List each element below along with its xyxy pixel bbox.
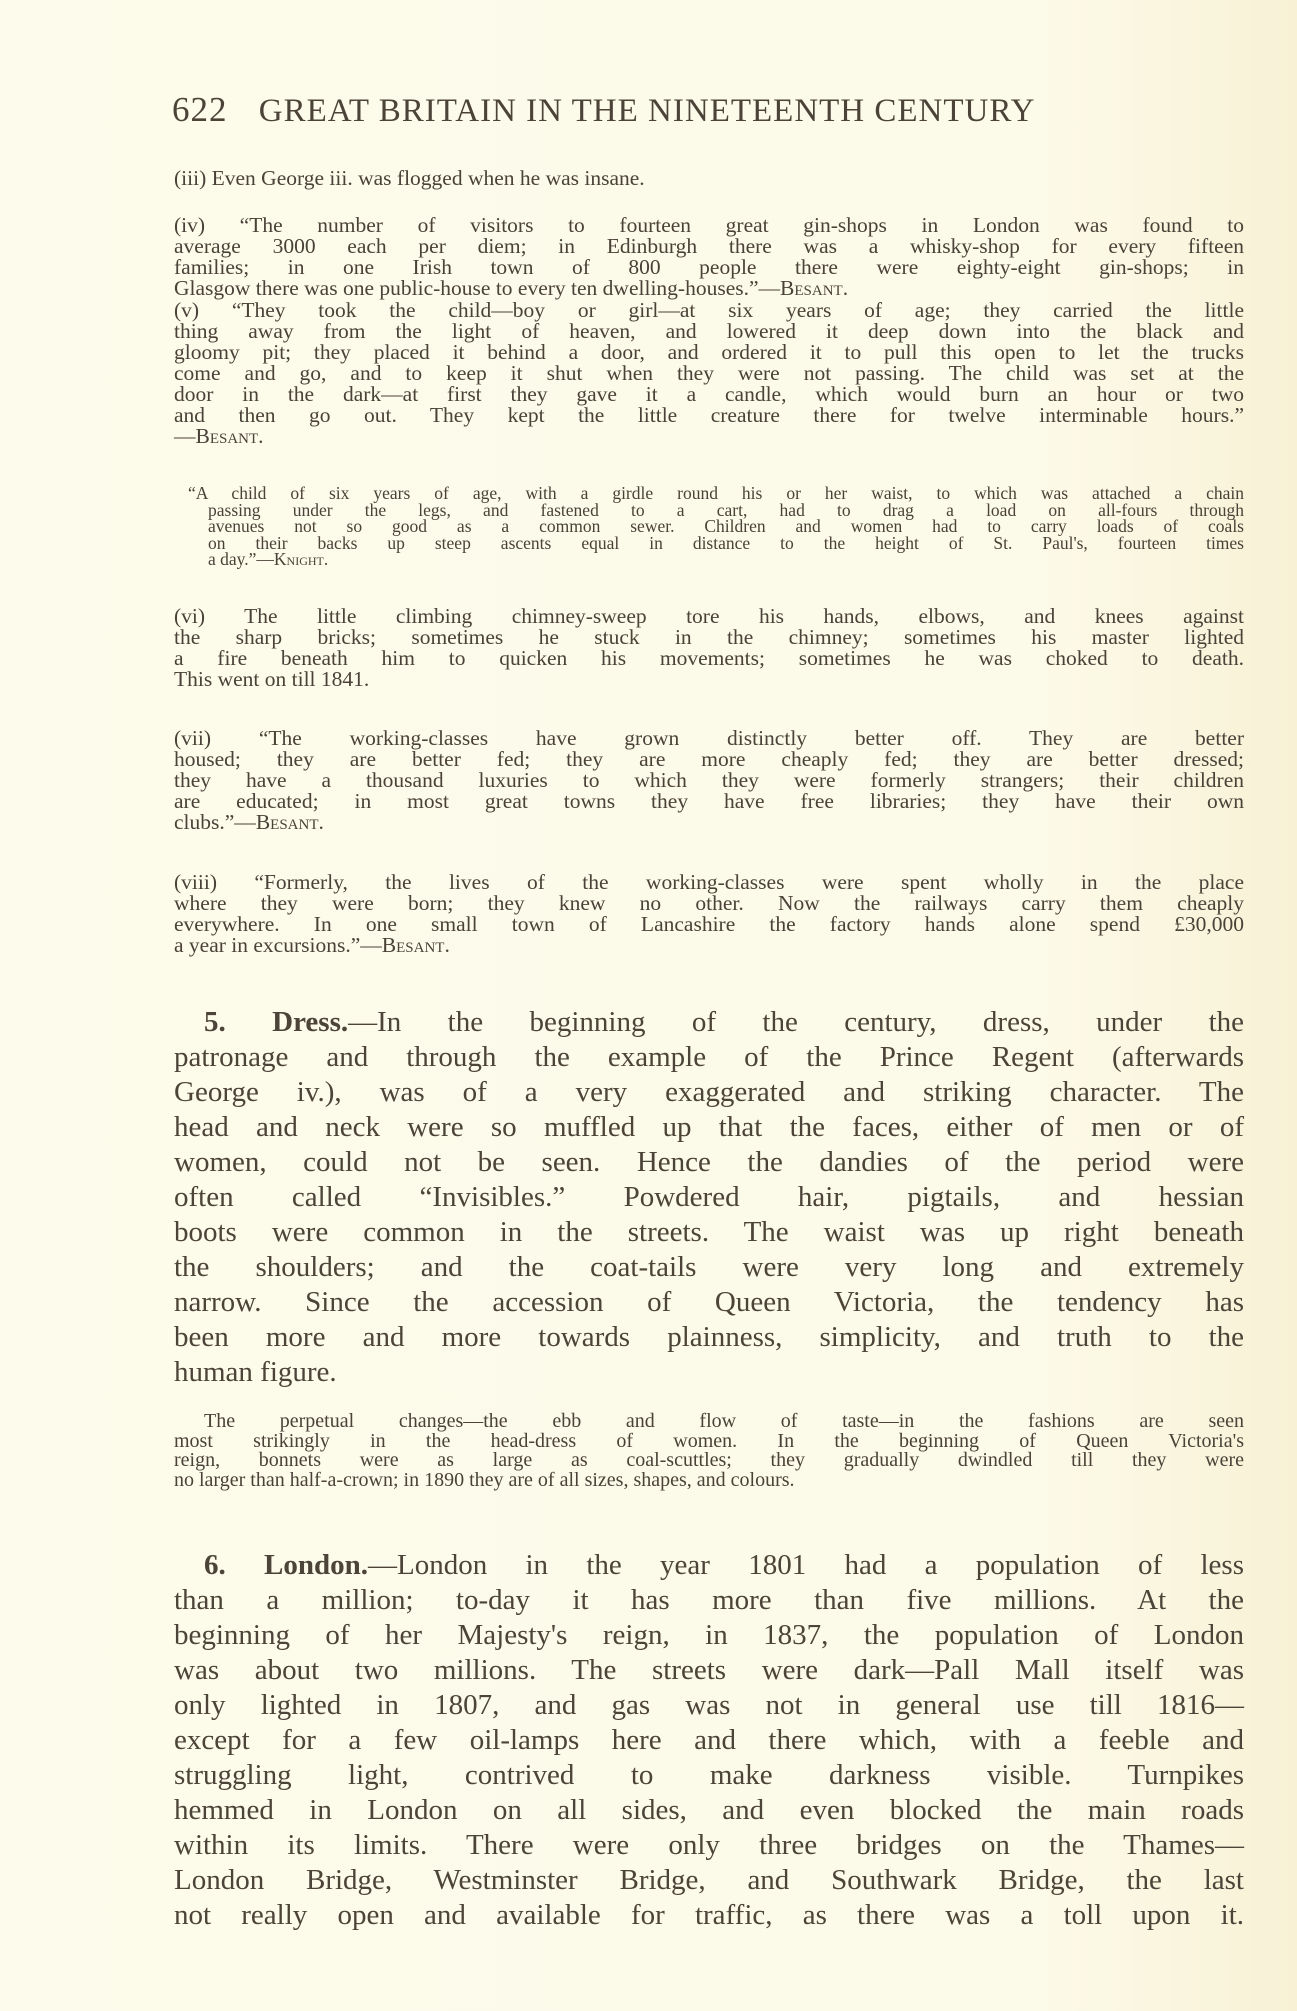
attribution: Knight.	[273, 549, 329, 569]
text-line: George iv.), was of a very exaggerated and striking character. The	[174, 1076, 1244, 1108]
dash: —	[174, 424, 196, 448]
text-line: “A child of six years of age, with a girdle round his or her waist, to which was attached a chain	[188, 483, 1244, 503]
text-line: boots were common in the streets. The waist was up right beneath	[174, 1216, 1244, 1248]
text-line: (viii) “Formerly, the lives of the working-classes were spent wholly in the place	[174, 870, 1244, 894]
item-vi	[174, 606, 1244, 690]
text-line: was about two millions. The streets were dark—Pall Mall itself was	[174, 1654, 1244, 1686]
text-line: (iv) “The number of visitors to fourteen great gin-shops in London was found to	[174, 213, 1244, 237]
text-line: The perpetual changes—the ebb and flow of taste—in the fashions are seen	[204, 1410, 1244, 1432]
text-line: thing away from the light of heaven, and lowered it deep down into the black and	[174, 319, 1244, 343]
text-line: London Bridge, Westminster Bridge, and Southwark Bridge, the last	[174, 1864, 1244, 1896]
text-line: struggling light, contrived to make darkness visible. Turnpikes	[174, 1759, 1244, 1791]
section-dress	[174, 1005, 1244, 1390]
text-line: (iii) Even George iii. was flogged when he was insane.	[174, 166, 645, 190]
text-line: (v) “They took the child—boy or girl—at six years of age; they carried the little	[174, 298, 1244, 322]
section-heading: 5. Dress.	[204, 1006, 349, 1038]
text-line: average 3000 each per diem; in Edinburgh there was a whisky-shop for every fifteen	[174, 234, 1244, 258]
text-line: everywhere. In one small town of Lancashire the factory hands alone spend £30,000	[174, 912, 1244, 936]
text-line: reign, bonnets were as large as coal-scuttles; they gradually dwindled till they were	[174, 1449, 1244, 1471]
text-line: patronage and through the example of the Prince Regent (afterwards	[174, 1041, 1244, 1073]
text-line: door in the dark—at first they gave it a candle, which would burn an hour or two	[174, 382, 1244, 406]
text-line: gloomy pit; they placed it behind a door, and ordered it to pull this open to let the trucks	[174, 340, 1244, 364]
text-line-content: —In the beginning of the century, dress, under the	[348, 1006, 1244, 1038]
text-line-content: —London in the year 1801 had a population of less	[368, 1549, 1244, 1581]
attribution: Besant.	[780, 276, 849, 300]
text-line: (vi) The little climbing chimney-sweep tore his hands, elbows, and knees against	[174, 604, 1244, 628]
text-line	[174, 1005, 1244, 1040]
text-line: come and go, and to keep it shut when they were not passing. The child was set at the	[174, 361, 1244, 385]
text-line	[174, 426, 1244, 447]
dress-note	[174, 1412, 1244, 1490]
text-line: most strikingly in the head-dress of women. In the beginning of Queen Victoria's	[174, 1429, 1244, 1452]
text-line: except for a few oil-lamps here and there which, with a feeble and	[174, 1724, 1244, 1756]
attribution: Besant.	[381, 933, 450, 957]
text-line: on their backs up steep ascents equal in distance to the height of St. Paul's, fourteen times	[208, 532, 1244, 553]
text-line: a fire beneath him to quicken his movements; sometimes he was choked to death.	[174, 646, 1244, 670]
text-line-content: Glasgow there was one public-house to every ten dwelling-houses.”—	[174, 276, 781, 300]
text-line: often called “Invisibles.” Powdered hair, pigtails, and hessian	[174, 1181, 1244, 1213]
attribution: Besant.	[195, 424, 264, 448]
text-line: hemmed in London on all sides, and even blocked the main roads	[174, 1794, 1244, 1826]
text-line	[174, 278, 1244, 299]
text-line	[174, 1548, 1244, 1583]
text-line: avenues not so good as a common sewer. Children and women had to carry loads of coals	[208, 516, 1244, 536]
running-title: GREAT BRITAIN IN THE NINETEENTH CENTURY	[258, 93, 1036, 129]
item-iii	[174, 168, 1244, 189]
text-line: only lighted in 1807, and gas was not in general use till 1816—	[174, 1689, 1244, 1721]
item-viii	[174, 872, 1244, 956]
attribution: Besant.	[255, 810, 324, 834]
text-line: where they were born; they knew no other. Now the railways carry them cheaply	[174, 891, 1244, 915]
text-line: not really open and available for traffic, as there was a toll upon it.	[174, 1899, 1244, 1931]
item-vii	[174, 728, 1244, 833]
knight-quote	[188, 483, 1244, 569]
running-head	[172, 90, 1252, 130]
text-line: within its limits. There were only three bridges on the Thames—	[174, 1829, 1244, 1861]
section-heading: 6. London.	[204, 1549, 368, 1581]
text-line: (vii) “The working-classes have grown distinctly better off. They are better	[174, 726, 1244, 750]
text-line: than a million; to-day it has more than five millions. At the	[174, 1584, 1244, 1616]
text-line: passing under the legs, and fastened to a cart, had to drag a load on all-fours through	[208, 499, 1244, 520]
text-line: This went on till 1841.	[174, 667, 370, 691]
text-line: head and neck were so muffled up that the faces, either of men or of	[174, 1111, 1244, 1143]
text-line: and then go out. They kept the little creature there for twelve interminable hours.”	[174, 403, 1244, 427]
item-v	[174, 300, 1244, 447]
text-line-content: a year in excursions.”—	[174, 933, 382, 957]
text-line: they have a thousand luxuries to which they were formerly strangers; their children	[174, 768, 1244, 792]
page-number: 622	[172, 90, 228, 129]
text-line-content: clubs.”—	[174, 810, 256, 834]
text-line: no larger than half-a-crown; in 1890 they are of all sizes, shapes, and colours.	[174, 1468, 795, 1491]
text-line	[174, 935, 1244, 956]
text-line: women, could not be seen. Hence the dandies of the period were	[174, 1146, 1244, 1178]
item-iv	[174, 215, 1244, 299]
section-london	[174, 1548, 1244, 1933]
text-line: families; in one Irish town of 800 people there were eighty-eight gin-shops; in	[174, 255, 1244, 279]
text-line: narrow. Since the accession of Queen Victoria, the tendency has	[174, 1286, 1244, 1318]
text-line: been more and more towards plainness, simplicity, and truth to the	[174, 1321, 1244, 1353]
text-line	[208, 551, 1244, 568]
text-line	[174, 812, 1244, 833]
text-line: human figure.	[174, 1356, 337, 1388]
text-line: beginning of her Majesty's reign, in 1837, the population of London	[174, 1619, 1244, 1651]
text-line: housed; they are better fed; they are more cheaply fed; they are better dressed;	[174, 747, 1244, 771]
text-line: the shoulders; and the coat-tails were very long and extremely	[174, 1251, 1244, 1283]
text-line: are educated; in most great towns they have free libraries; they have their own	[174, 789, 1244, 813]
text-line: the sharp bricks; sometimes he stuck in the chimney; sometimes his master lighted	[174, 625, 1244, 649]
text-line-content: a day.”—	[208, 549, 274, 569]
